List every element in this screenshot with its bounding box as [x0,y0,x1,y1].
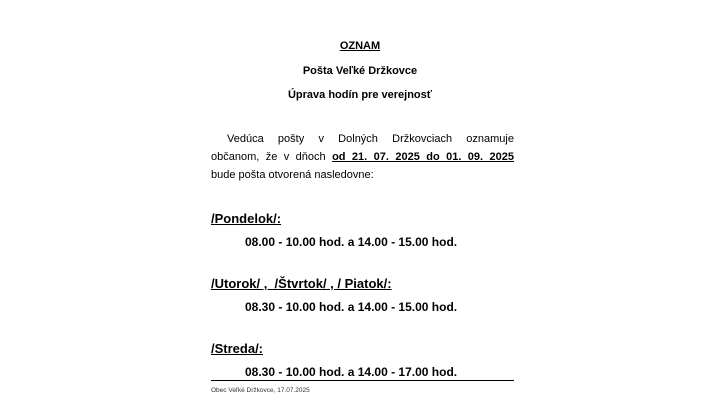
intro-line-2-text: občanom, že v dňoch [211,151,333,163]
intro-line-3: bude pošta otvorená nasledovne: [211,169,374,181]
schedule-days-tue-thu-fri: /Utorok/ , /Štvrtok/ , / Piatok/: [211,276,392,291]
date-range: od 21. 07. 2025 do 01. 09. 2025 [332,151,514,163]
schedule-hours-tue-thu-fri: 08.30 - 10.00 hod. a 14.00 - 15.00 hod. [245,300,458,314]
post-office-name: Pošta Veľké Držkovce [302,65,418,77]
notice-title: OZNAM [339,40,381,52]
intro-paragraph [211,130,514,184]
footer-rule [211,380,514,381]
schedule-hours-wednesday: 08.30 - 10.00 hod. a 14.00 - 17.00 hod. [245,365,458,379]
schedule-days-wednesday: /Streda/: [211,341,264,356]
intro-line-1: Vedúca pošty v Dolných Držkovciach oznamuje [227,133,514,145]
schedule-hours-monday: 08.00 - 10.00 hod. a 14.00 - 15.00 hod. [245,235,458,249]
notice-subtitle: Úprava hodín pre verejnosť [287,89,433,101]
footer-text: Obec Veľké Držkovce, 17.07.2025 [211,387,310,394]
schedule-days-monday: /Pondelok/: [211,211,282,226]
intro-line-2 [211,148,514,166]
